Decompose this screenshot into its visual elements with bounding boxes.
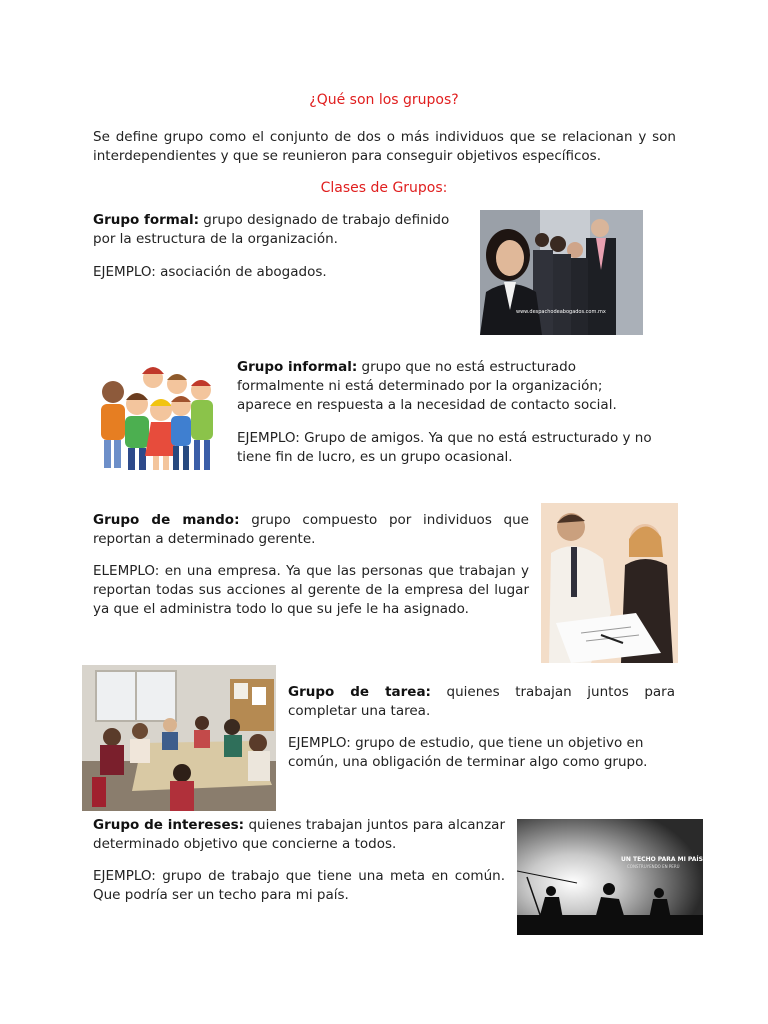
tarea-example: EJEMPLO: grupo de estudio, que tiene un objetivo en común, una obligación de terminar algo como grupo. bbox=[288, 735, 648, 770]
photo-caption: www.despachodeabogados.com.mx bbox=[516, 309, 606, 315]
intereses-term: Grupo de intereses: bbox=[93, 817, 245, 833]
formal-example: EJEMPLO: asociación de abogados. bbox=[93, 264, 327, 280]
section-title: Clases de Grupos: bbox=[320, 180, 448, 196]
mando-text: grupo compuesto por individuos que reportan a determinado gerente. bbox=[93, 512, 529, 547]
intereses-text: quienes trabajan juntos para alcanzar determinado objetivo que concierne a todos. bbox=[93, 817, 505, 852]
informal-example: EJEMPLO: Grupo de amigos. Ya que no está estructurado y no tiene fin de lucro, es un grupo ocasional. bbox=[237, 430, 652, 465]
intereses-example: EJEMPLO: grupo de trabajo que tiene una meta en común. Que podría ser un techo para mi país. bbox=[93, 868, 505, 903]
mando-definition bbox=[93, 511, 529, 549]
mando-term: Grupo de mando: bbox=[93, 512, 240, 528]
classroom-photo bbox=[82, 665, 276, 811]
page-title: ¿Qué son los grupos? bbox=[309, 92, 459, 108]
techo-caption-title: UN TECHO PARA MI PAÍS bbox=[621, 856, 703, 863]
informal-text: grupo que no está estructurado formalmente ni está determinado por la organización; aparece en respuesta a la necesidad de contacto social. bbox=[237, 359, 617, 413]
informal-term: Grupo informal: bbox=[237, 359, 358, 375]
techo-caption-subtitle: CONSTRUYENDO EN PERÚ bbox=[627, 864, 680, 869]
mando-example: ELEMPLO: en una empresa. Ya que las personas que trabajan y reportan todas sus acciones al gerente de la empresa del lugar ya que el administra todo lo que su jefe le ha asignado. bbox=[93, 563, 529, 617]
kids-cartoon-image bbox=[95, 360, 220, 475]
formal-term: Grupo formal: bbox=[93, 212, 199, 228]
formal-definition bbox=[93, 211, 473, 249]
intro-paragraph: Se define grupo como el conjunto de dos o más individuos que se relacionan y son interdependientes y que se reunieron para conseguir objetivos específicos. bbox=[93, 129, 676, 164]
tarea-definition bbox=[288, 683, 675, 721]
intereses-definition bbox=[93, 816, 505, 854]
formal-text: grupo designado de trabajo definido por la estructura de la organización. bbox=[93, 212, 450, 247]
office-meeting-photo bbox=[541, 503, 678, 663]
informal-definition bbox=[237, 358, 657, 415]
tarea-term: Grupo de tarea: bbox=[288, 684, 431, 700]
tarea-text: quienes trabajan juntos para completar una tarea. bbox=[288, 684, 675, 719]
business-people-photo bbox=[480, 210, 643, 335]
techo-silhouette-photo bbox=[517, 819, 703, 935]
